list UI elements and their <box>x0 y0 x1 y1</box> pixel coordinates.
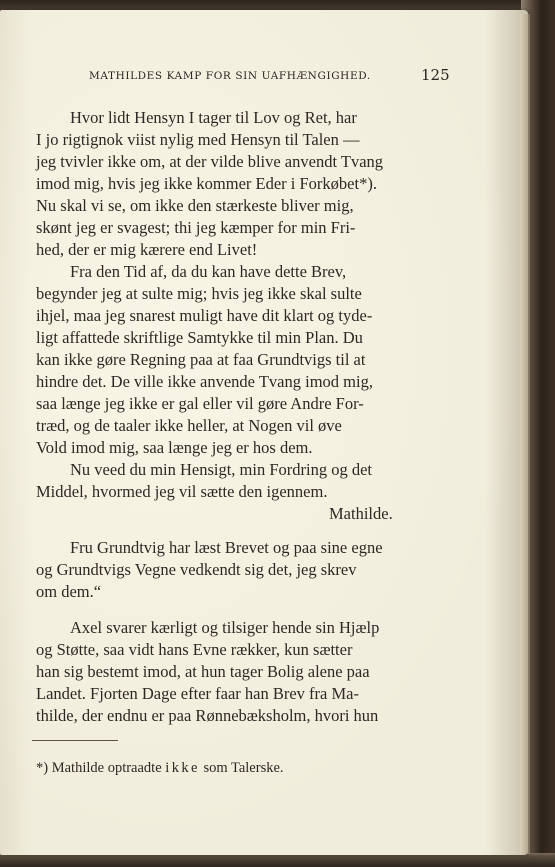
text-line: hindre det. De ville ikke anvende Tvang imod mig, <box>36 372 373 391</box>
text-line: han sig bestemt imod, at hun tager Bolig alene paa <box>36 662 370 681</box>
text-line: saa længe jeg ikke er gal eller vil gøre Andre For- <box>36 394 364 413</box>
footnote-marker: *) <box>36 760 49 776</box>
footnote-text: Mathilde optraadte <box>51 760 162 776</box>
text-line: skønt jeg er svagest; thi jeg kæmper for min Fri- <box>36 218 356 237</box>
text-line: ligt affattede skriftlige Samtykke til min Plan. Du <box>36 328 363 347</box>
footnote-text-end: som Talerske. <box>203 760 284 776</box>
text-line: hed, der er mig kærere end Livet! <box>36 240 258 259</box>
footnote <box>36 760 284 777</box>
text-line: Nu skal vi se, om ikke den stærkeste bliver mig, <box>36 196 354 215</box>
text-line: Axel svarer kærligt og tilsiger hende sin Hjælp <box>70 618 380 637</box>
text-line: Hvor lidt Hensyn I tager til Lov og Ret, har <box>70 108 357 127</box>
text-line: thilde, der endnu er paa Rønnebæksholm, hvori hun <box>36 706 379 725</box>
text-line: Fra den Tid af, da du kan have dette Brev, <box>70 262 347 281</box>
text-line: og Grundtvigs Vegne vedkendt sig det, jeg skrev <box>36 560 357 579</box>
page-number: 125 <box>421 66 450 84</box>
text-line: jeg tvivler ikke om, at der vilde blive anvendt Tvang <box>36 152 384 171</box>
text-line: Vold imod mig, saa længe jeg er hos dem. <box>36 438 313 457</box>
running-head: MATHILDES KAMP FOR SIN UAFHÆNGIGHED. <box>89 70 371 82</box>
footnote-divider <box>32 740 118 741</box>
page-edge-shadow <box>520 14 530 854</box>
text-line: ihjel, maa jeg snarest muligt have dit klart og tyde- <box>36 306 373 325</box>
footnote-emphasis: ikke <box>165 760 200 776</box>
text-line: Fru Grundtvig har læst Brevet og paa sine egne <box>70 538 383 557</box>
text-line: kan ikke gøre Regning paa at faa Grundtvigs til at <box>36 350 366 369</box>
text-line: om dem.“ <box>36 582 102 601</box>
signature-line: Mathilde. <box>329 504 393 523</box>
text-line: begynder jeg at sulte mig; hvis jeg ikke skal sulte <box>36 284 362 303</box>
text-line: imod mig, hvis jeg ikke kommer Eder i Forkøbet*). <box>36 174 377 193</box>
text-line: Nu veed du min Hensigt, min Fordring og det <box>70 460 373 479</box>
text-line: I jo rigtignok viist nylig med Hensyn til Talen — <box>36 130 360 149</box>
text-line: og Støtte, saa vidt hans Evne rækker, kun sætter <box>36 640 353 659</box>
text-line: træd, og de taaler ikke heller, at Nogen vil øve <box>36 416 342 435</box>
book-edge-bottom <box>0 853 555 867</box>
text-line: Middel, hvormed jeg vil sætte den igennem. <box>36 482 328 501</box>
text-line: Landet. Fjorten Dage efter faar han Brev fra Ma- <box>36 684 359 703</box>
